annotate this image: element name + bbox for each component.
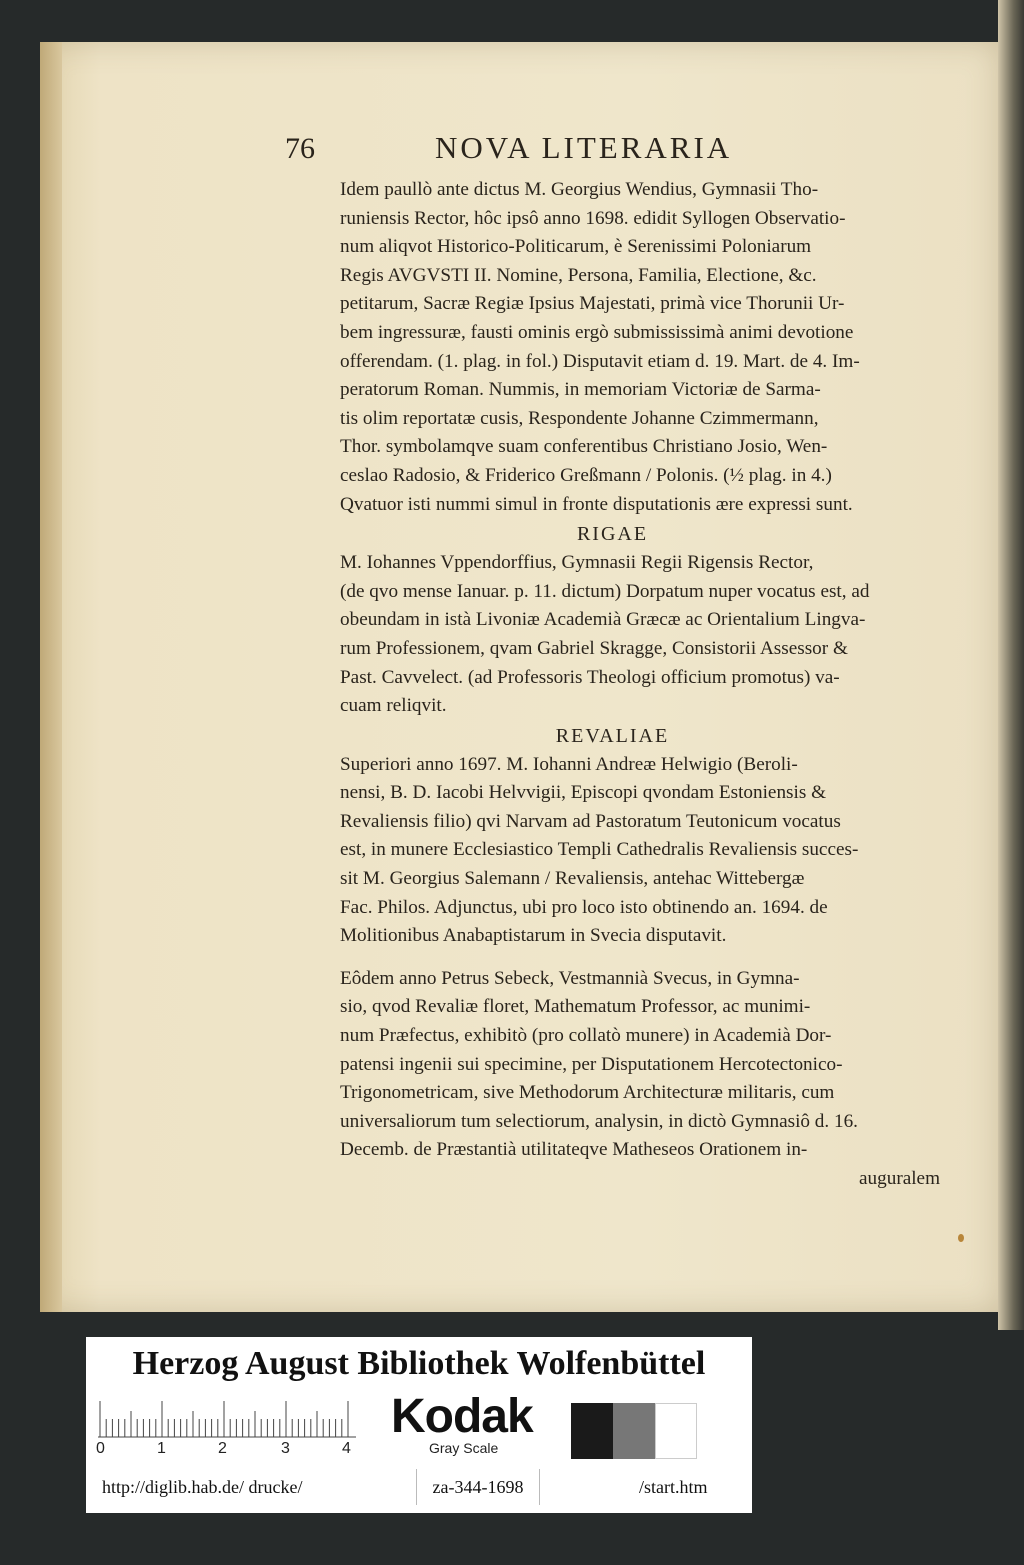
text-line: Trigonometricam, sive Methodorum Architecturæ militaris, cum: [340, 1082, 835, 1104]
text-line: Past. Cavvelect. (ad Professoris Theologi officium promotus) va-: [340, 666, 840, 688]
text-line: ceslao Radosio, & Friderico Greßmann / Polonis. (½ plag. in 4.): [340, 464, 832, 486]
text-line: offerendam. (1. plag. in fol.) Disputavit etiam d. 19. Mart. de 4. Im-: [340, 350, 860, 372]
library-scan-card: [86, 1337, 752, 1513]
page-text: [285, 130, 940, 1193]
ruler-number: 2: [218, 1440, 227, 1457]
text-line: obeundam in istà Livoniæ Academià Græcæ ac Orientalium Lingva-: [340, 609, 866, 631]
swatch-gray: [613, 1403, 655, 1459]
text-line: Idem paullò ante dictus M. Georgius Wendius, Gymnasii Tho-: [340, 179, 819, 200]
ruler-number: 0: [96, 1440, 105, 1457]
text-line: peratorum Roman. Nummis, in memoriam Victoriæ de Sarma-: [340, 379, 821, 401]
text-line: runiensis Rector, hôc ipsô anno 1698. edidit Syllogen Observatio-: [340, 207, 846, 229]
gray-scale-label: Gray Scale: [429, 1440, 499, 1456]
section-heading-rigae: RIGAE: [576, 523, 649, 546]
paragraph-wendius: [285, 176, 940, 519]
facing-page-edge: [998, 0, 1024, 1330]
shelfmark: za-344-1698: [416, 1469, 540, 1505]
swatch-black: [571, 1403, 613, 1459]
kodak-logo: Kodak: [391, 1390, 533, 1443]
text-line: Revaliensis filio) qvi Narvam ad Pastoratum Teutonicum vocatus: [340, 810, 841, 832]
paper-stain: [958, 1234, 964, 1242]
text-line: universaliorum tum selectiorum, analysin, in dictò Gymnasiô d. 16.: [340, 1110, 858, 1132]
text-line: Molitionibus Anabaptistarum in Svecia disputavit.: [340, 925, 727, 947]
url-prefix: http://diglib.hab.de/ drucke/: [102, 1477, 303, 1497]
ruler-numbers: [94, 1440, 364, 1464]
paragraph-revaliae: [285, 751, 940, 951]
section-heading-revaliae: REVALIAE: [555, 724, 670, 747]
text-line: Qvatuor isti nummi simul in fronte disputationis ære expressi sunt.: [340, 493, 853, 515]
running-head: NOVA LITERARIA: [435, 130, 733, 165]
gray-scale-swatches: [571, 1403, 739, 1459]
text-line: (de qvo mense Ianuar. p. 11. dictum) Dorpatum nuper vocatus est, ad: [340, 580, 870, 602]
ruler-number: 1: [157, 1440, 166, 1457]
text-line: num aliqvot Historico-Politicarum, è Serenissimi Poloniarum: [340, 236, 812, 258]
text-line: est, in munere Ecclesiastico Templi Cathedralis Revaliensis succes-: [340, 839, 859, 861]
text-line: bem ingressuræ, fausti ominis ergò submississimà animi devotione: [340, 321, 854, 343]
text-line: sio, qvod Revaliæ floret, Mathematum Professor, ac munimi-: [340, 996, 811, 1018]
text-line: cuam reliqvit.: [340, 695, 447, 717]
ruler-number: 3: [281, 1440, 290, 1457]
swatch-white: [655, 1403, 697, 1459]
text-line: tis olim reportatæ cusis, Respondente Johanne Czimmermann,: [340, 407, 819, 429]
ruler-number: 4: [342, 1440, 351, 1457]
text-line: nensi, B. D. Iacobi Helvvigii, Episcopi qvondam Estoniensis &: [340, 782, 827, 804]
text-line: M. Iohannes Vppendorffius, Gymnasii Regii Rigensis Rector,: [340, 552, 814, 574]
page-number: 76: [285, 132, 315, 165]
text-line: Thor. symbolamqve suam conferentibus Christiano Josio, Wen-: [340, 436, 828, 458]
url-suffix: /start.htm: [639, 1477, 708, 1497]
text-line: num Præfectus, exhibitò (pro collatò munere) in Academià Dor-: [340, 1025, 832, 1047]
text-line: Eôdem anno Petrus Sebeck, Vestmannià Svecus, in Gymna-: [340, 967, 800, 989]
library-title: Herzog August Bibliothek Wolfenbüttel: [132, 1345, 706, 1382]
text-line: petitarum, Sacræ Regiæ Ipsius Majestati, primà vice Thorunii Ur-: [340, 293, 845, 315]
text-line: Decemb. de Præstantià utilitateqve Matheseos Orationem in-: [340, 1139, 808, 1161]
catchword: auguralem: [859, 1168, 940, 1189]
paragraph-rigae: [285, 549, 940, 721]
page-header: [285, 130, 940, 176]
text-line: rum Professionem, qvam Gabriel Skragge, Consistorii Assessor &: [340, 637, 848, 659]
paragraph-sebeck: [285, 965, 940, 1165]
text-line: Superiori anno 1697. M. Iohanni Andreæ Helwigio (Beroli-: [340, 753, 798, 775]
scale-ruler: [98, 1399, 358, 1439]
text-line: sit M. Georgius Salemann / Revaliensis, antehac Wittebergæ: [340, 868, 805, 890]
page-gutter: [40, 42, 62, 1312]
text-line: Fac. Philos. Adjunctus, ubi pro loco isto obtinendo an. 1694. de: [340, 896, 828, 918]
text-line: patensi ingenii sui specimine, per Disputationem Hercotectonico-: [340, 1053, 843, 1075]
text-line: Regis AVGVSTI II. Nomine, Persona, Familia, Electione, &c.: [340, 264, 817, 286]
